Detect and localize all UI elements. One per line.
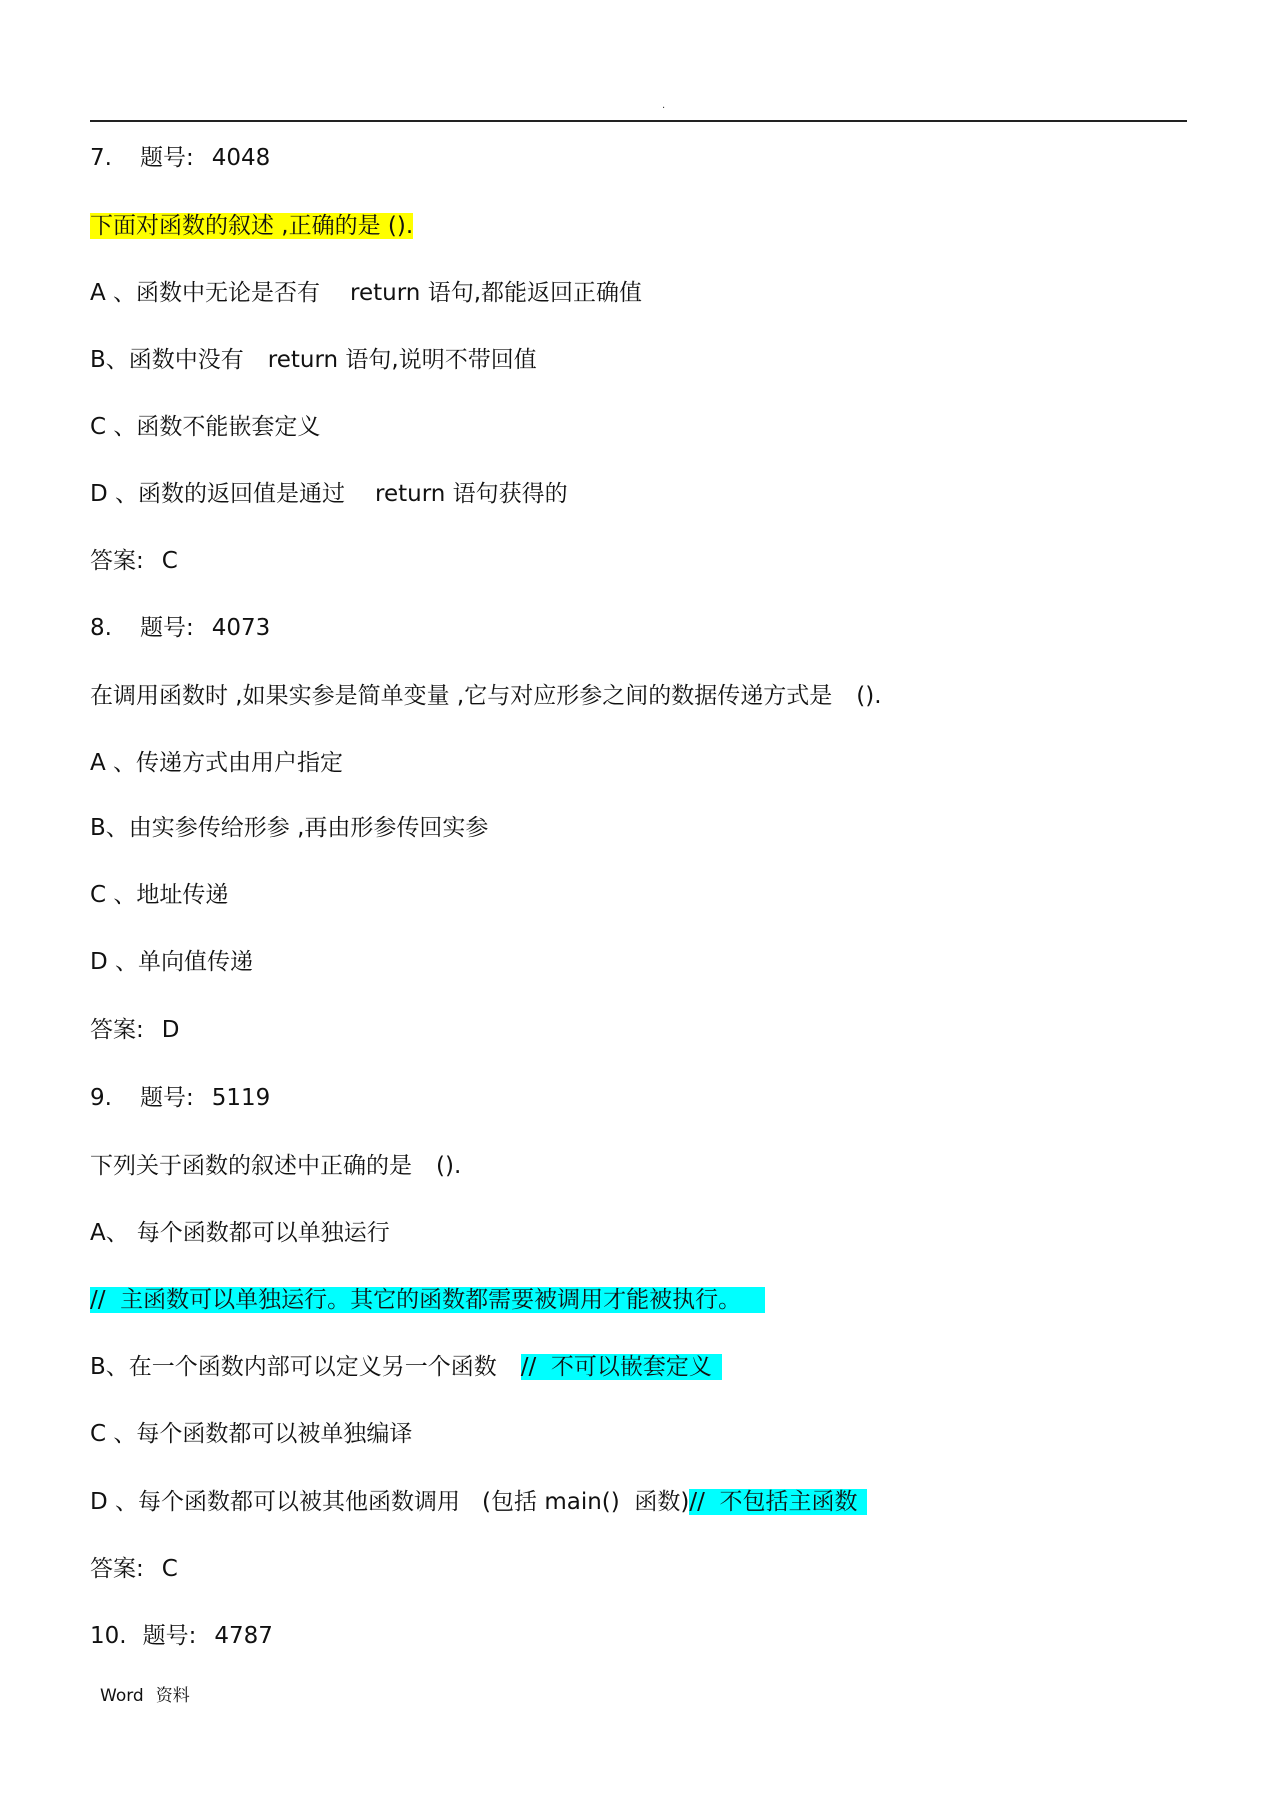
option-text: 由实参传给形参 ,再由形参传回实参 bbox=[128, 815, 489, 841]
question-7-option-b bbox=[90, 344, 537, 376]
option-separator: 、 bbox=[113, 750, 137, 776]
header-marker: . bbox=[662, 100, 666, 111]
option-letter: D bbox=[90, 1489, 108, 1515]
question-stem: 下列关于函数的叙述中正确的是 bbox=[90, 1153, 412, 1179]
option-separator: 、 bbox=[115, 949, 139, 975]
option-separator: 、 bbox=[105, 815, 129, 841]
answer-label: 答案: bbox=[90, 1017, 144, 1043]
answer-value: D bbox=[161, 1017, 180, 1043]
option-text: 传递方式由用户指定 bbox=[136, 750, 344, 776]
question-8-stem bbox=[90, 680, 882, 712]
option-text-after: 语句获得的 bbox=[452, 481, 568, 507]
option-letter: D bbox=[90, 481, 108, 507]
option-text: 单向值传递 bbox=[138, 949, 254, 975]
option-separator: 、 bbox=[105, 347, 129, 373]
option-code: return bbox=[375, 481, 446, 507]
question-id-value: 5119 bbox=[211, 1085, 271, 1111]
question-7-heading bbox=[90, 142, 270, 174]
option-text: 函数中无论是否有 bbox=[136, 280, 321, 306]
question-9-option-b bbox=[90, 1351, 722, 1383]
option-text-after: 语句,说明不带回值 bbox=[345, 347, 537, 373]
annotation-highlight: // 不包括主函数 bbox=[689, 1489, 867, 1515]
question-7-option-c bbox=[90, 411, 320, 443]
option-separator: 、 bbox=[113, 414, 137, 440]
question-number: 9. bbox=[90, 1085, 112, 1111]
annotation-highlight: // 主函数可以单独运行。其它的函数都需要被调用才能被执行。 bbox=[90, 1287, 765, 1313]
option-text: 每个函数都可以被单独编译 bbox=[136, 1421, 413, 1447]
option-text: 函数的返回值是通过 bbox=[138, 481, 346, 507]
option-separator: 、 bbox=[113, 280, 137, 306]
question-9-answer bbox=[90, 1553, 178, 1585]
question-id-label: 题号: bbox=[139, 1085, 194, 1111]
option-letter: C bbox=[90, 1421, 107, 1447]
question-8-option-c bbox=[90, 879, 228, 911]
footer-word: Word bbox=[100, 1686, 144, 1706]
answer-label: 答案: bbox=[90, 1556, 144, 1582]
question-8-heading bbox=[90, 612, 270, 644]
question-stem-end: (). bbox=[856, 683, 882, 709]
question-stem-end: (). bbox=[436, 1153, 462, 1179]
option-text: 每个函数都可以被其他函数调用 bbox=[138, 1489, 461, 1515]
option-text: 在一个函数内部可以定义另一个函数 bbox=[128, 1354, 497, 1380]
option-letter: B bbox=[90, 347, 106, 373]
option-letter: C bbox=[90, 414, 107, 440]
option-separator: 、 bbox=[113, 1421, 137, 1447]
option-separator: 、 bbox=[115, 481, 139, 507]
question-id-value: 4787 bbox=[214, 1623, 273, 1649]
footer-suffix: 资料 bbox=[155, 1686, 190, 1706]
question-number: 7. bbox=[90, 145, 112, 171]
question-id-label: 题号: bbox=[142, 1623, 197, 1649]
page-footer bbox=[100, 1684, 190, 1708]
question-number: 10. bbox=[90, 1623, 127, 1649]
question-9-option-c bbox=[90, 1418, 412, 1450]
question-id-label: 题号: bbox=[139, 145, 194, 171]
option-letter: C bbox=[90, 882, 107, 908]
option-letter: A bbox=[90, 280, 106, 306]
option-separator: 、 bbox=[113, 882, 137, 908]
question-id-label: 题号: bbox=[139, 615, 194, 641]
question-8-option-b bbox=[90, 812, 488, 844]
question-9-option-d bbox=[90, 1486, 867, 1518]
header-rule bbox=[90, 120, 1187, 122]
question-9-option-a bbox=[90, 1217, 390, 1249]
question-10-heading bbox=[90, 1620, 273, 1652]
option-letter: A bbox=[90, 1220, 106, 1246]
answer-value: C bbox=[161, 1556, 178, 1582]
answer-label: 答案: bbox=[90, 548, 144, 574]
question-stem: 在调用函数时 ,如果实参是简单变量 ,它与对应形参之间的数据传递方式是 bbox=[90, 683, 833, 709]
option-text-after: (包括 main() 函数) bbox=[482, 1489, 690, 1515]
option-letter: B bbox=[90, 815, 106, 841]
option-text: 每个函数都可以单独运行 bbox=[136, 1220, 390, 1246]
annotation-highlight: // 不可以嵌套定义 bbox=[521, 1354, 722, 1380]
question-9-stem bbox=[90, 1150, 461, 1182]
question-number: 8. bbox=[90, 615, 112, 641]
option-code: return bbox=[350, 280, 421, 306]
question-7-stem bbox=[90, 210, 413, 242]
question-7-option-a bbox=[90, 277, 642, 309]
option-text: 函数中没有 bbox=[128, 347, 244, 373]
question-8-option-d bbox=[90, 946, 253, 978]
option-letter: D bbox=[90, 949, 108, 975]
question-id-value: 4048 bbox=[211, 145, 271, 171]
question-8-answer bbox=[90, 1014, 179, 1046]
question-7-option-d bbox=[90, 478, 568, 510]
option-code: return bbox=[267, 347, 339, 373]
option-text: 函数不能嵌套定义 bbox=[136, 414, 321, 440]
answer-value: C bbox=[161, 548, 178, 574]
option-separator: 、 bbox=[105, 1220, 129, 1246]
question-8-option-a bbox=[90, 747, 343, 779]
option-letter: A bbox=[90, 750, 106, 776]
option-separator: 、 bbox=[105, 1354, 129, 1380]
question-7-answer bbox=[90, 545, 178, 577]
option-letter: B bbox=[90, 1354, 106, 1380]
question-id-value: 4073 bbox=[211, 615, 271, 641]
option-text: 地址传递 bbox=[136, 882, 229, 908]
option-text-after: 语句,都能返回正确值 bbox=[427, 280, 642, 306]
question-9-option-a-note bbox=[90, 1284, 765, 1316]
question-9-heading bbox=[90, 1082, 270, 1114]
question-stem-highlight: 下面对函数的叙述 ,正确的是 (). bbox=[90, 213, 414, 239]
option-separator: 、 bbox=[115, 1489, 139, 1515]
